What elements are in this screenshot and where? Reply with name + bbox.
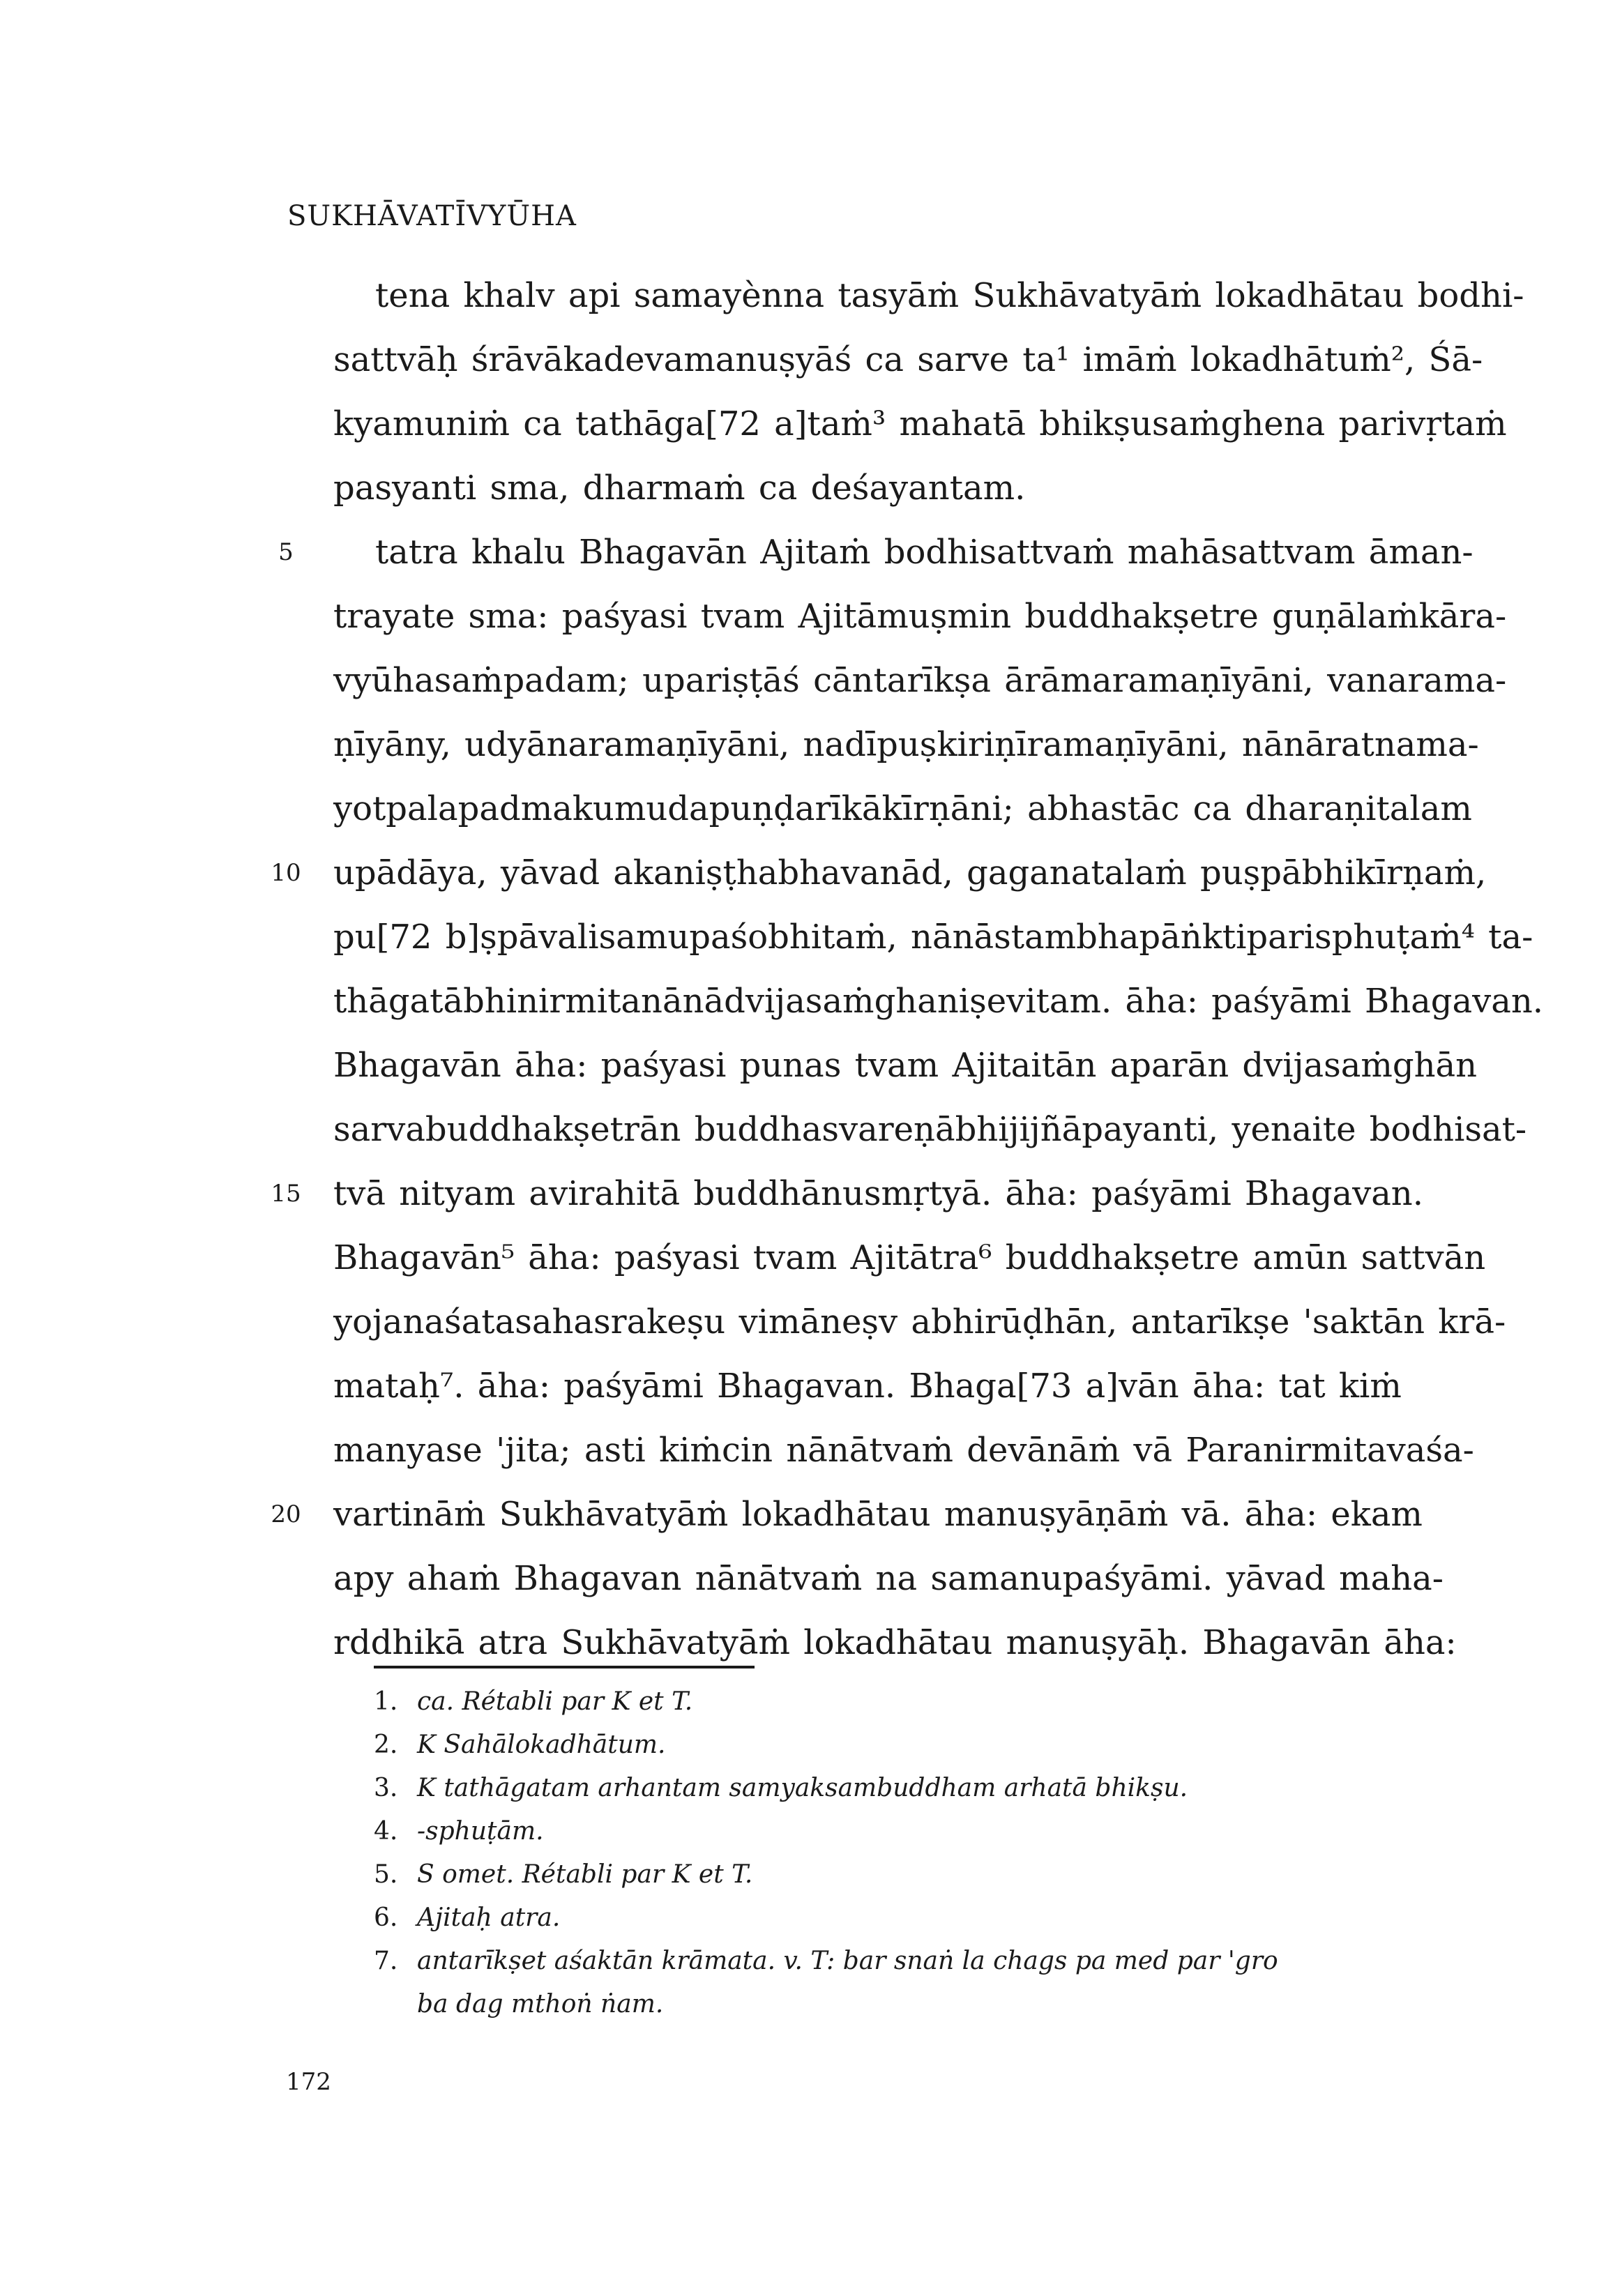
footnote-text: K Sahālokadhātum. bbox=[417, 1731, 666, 1759]
footnote-number: 5. bbox=[374, 1860, 398, 1889]
footnote-text: K tathāgatam arhantam samyaksambuddham arhatā bhikṣu. bbox=[417, 1774, 1188, 1802]
text-line: pasyanti sma, dharmaṁ ca deśayantam. bbox=[333, 469, 1026, 508]
text-line: thāgatābhinirmitanānādvijasaṁghaniṣevitam. āha: paśyāmi Bhagavan. bbox=[333, 982, 1544, 1021]
footnote-separator bbox=[374, 1666, 755, 1668]
footnote-number: 3. bbox=[374, 1774, 398, 1802]
text-line: Bhagavān āha: paśyasi punas tvam Ajitaitān aparān dvijasaṁghān bbox=[333, 1046, 1478, 1085]
footnote-text: -sphuṭām. bbox=[417, 1817, 544, 1846]
footnote-text: Ajitaḥ atra. bbox=[417, 1903, 561, 1932]
line-number: 15 bbox=[271, 1180, 301, 1208]
footnote bbox=[374, 1724, 1420, 1767]
footnote-number: 6. bbox=[374, 1903, 398, 1932]
text-line: mataḥ⁷. āha: paśyāmi Bhagavan. Bhaga[73 a]vān āha: tat kiṁ bbox=[333, 1367, 1402, 1406]
footnote-text: S omet. Rétabli par K et T. bbox=[417, 1860, 753, 1889]
text-line: Bhagavān⁵ āha: paśyasi tvam Ajitātra⁶ buddhakṣetre amūn sattvān bbox=[333, 1238, 1486, 1277]
text-line: sarvabuddhakṣetrān buddhasvareṇābhijijñāpayanti, yenaite bodhisat- bbox=[333, 1110, 1527, 1149]
footnotes bbox=[374, 1680, 1420, 2026]
page-number: 172 bbox=[286, 2068, 331, 2096]
text-line: trayate sma: paśyasi tvam Ajitāmuṣmin buddhakṣetre guṇālaṁkāra- bbox=[333, 597, 1507, 636]
running-head: SUKHĀVATĪVYŪHA bbox=[287, 200, 577, 232]
text-line: yotpalapadmakumudapuṇḍarīkākīrṇāni; abhastāc ca dharaṇitalam bbox=[333, 789, 1472, 828]
line-number: 10 bbox=[271, 859, 301, 887]
footnote bbox=[374, 1767, 1420, 1810]
text-line: tena khalv api samayènna tasyāṁ Sukhāvatyāṁ lokadhātau bodhi- bbox=[375, 276, 1524, 315]
text-line: vartināṁ Sukhāvatyāṁ lokadhātau manuṣyāṇāṁ vā. āha: ekam bbox=[333, 1495, 1423, 1534]
text-line: vyūhasaṁpadam; upariṣṭāś cāntarīkṣa ārāmaramaṇīyāni, vanarama- bbox=[333, 661, 1507, 700]
text-line: sattvāḥ śrāvākadevamanuṣyāś ca sarve ta¹ imāṁ lokadhātuṁ², Śā- bbox=[333, 340, 1483, 379]
text-line: ṇīyāny, udyānaramaṇīyāni, nadīpuṣkiriṇīramaṇīyāni, nānāratnama- bbox=[333, 725, 1479, 764]
footnote bbox=[374, 1896, 1420, 1940]
footnote-number: 7. bbox=[374, 1947, 398, 1975]
main-text bbox=[333, 264, 1544, 1675]
footnote-number: 4. bbox=[374, 1817, 398, 1846]
text-line: pu[72 b]ṣpāvalisamupaśobhitaṁ, nānāstambhapāṅktiparisphuṭaṁ⁴ ta- bbox=[333, 918, 1533, 957]
footnote bbox=[374, 1810, 1420, 1853]
footnote bbox=[374, 1680, 1420, 1724]
footnote-text: ca. Rétabli par K et T. bbox=[417, 1687, 693, 1716]
text-line: tvā nityam avirahitā buddhānusmṛtyā. āha: paśyāmi Bhagavan. bbox=[333, 1174, 1423, 1213]
footnote-continuation: ba dag mthoṅ ṅam. bbox=[417, 1990, 664, 2018]
text-line: apy ahaṁ Bhagavan nānātvaṁ na samanupaśyāmi. yāvad maha- bbox=[333, 1559, 1444, 1598]
text-line: tatra khalu Bhagavān Ajitaṁ bodhisattvaṁ mahāsattvam āman- bbox=[375, 533, 1474, 572]
line-number: 20 bbox=[271, 1500, 301, 1528]
text-line: yojanaśatasahasrakeṣu vimāneṣv abhirūḍhān, antarīkṣe 'saktān krā- bbox=[333, 1302, 1506, 1341]
text-line: manyase 'jita; asti kiṁcin nānātvaṁ devānāṁ vā Paranirmitavaśa- bbox=[333, 1431, 1474, 1470]
text-line: kyamuniṁ ca tathāga[72 a]taṁ³ mahatā bhikṣusaṁghena parivṛtaṁ bbox=[333, 404, 1507, 443]
text-line: rddhikā atra Sukhāvatyāṁ lokadhātau manuṣyāḥ. Bhagavān āha: bbox=[333, 1623, 1457, 1662]
footnote-number: 1. bbox=[374, 1687, 398, 1716]
footnote-number: 2. bbox=[374, 1731, 398, 1759]
footnote bbox=[374, 1853, 1420, 1896]
text-line: upādāya, yāvad akaniṣṭhabhavanād, gaganatalaṁ puṣpābhikīrṇaṁ, bbox=[333, 853, 1487, 892]
footnote-text: antarīkṣet aśaktān krāmata. v. T: bar snaṅ la chags pa med par 'gro bbox=[417, 1947, 1278, 1975]
line-number: 5 bbox=[278, 538, 294, 566]
footnote bbox=[374, 1940, 1420, 1983]
